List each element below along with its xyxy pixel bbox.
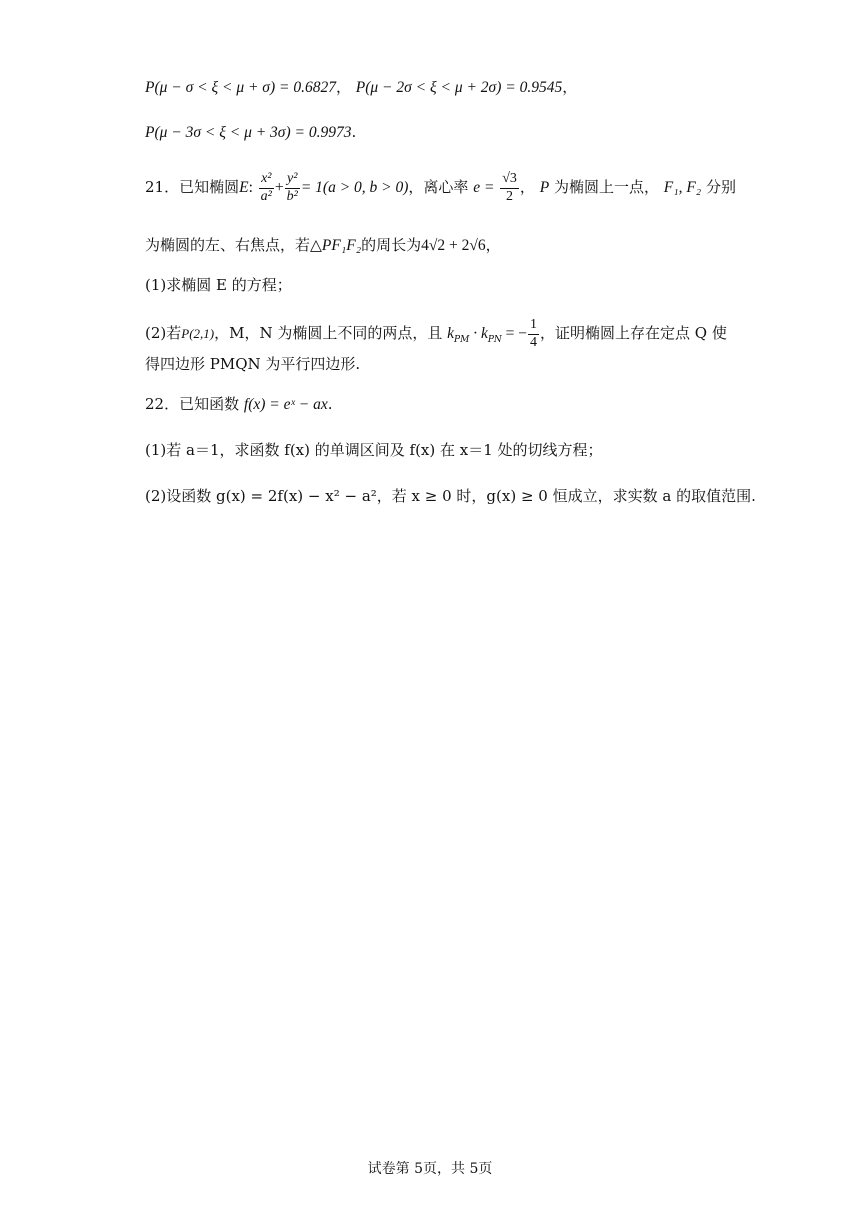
fraction-denominator: a² bbox=[260, 188, 272, 204]
fraction-numerator: y² bbox=[285, 172, 300, 189]
foci-text: 分别 bbox=[705, 178, 736, 197]
slope-subscript-pn: PN bbox=[487, 335, 502, 346]
equation-tail: = 1(a > 0, b > 0) bbox=[300, 179, 409, 197]
slope-subscript-pm: PM bbox=[454, 335, 470, 346]
slope-equals: = − bbox=[501, 325, 528, 343]
x-squared-over-a-squared bbox=[259, 172, 274, 204]
normal-distribution-line-1 bbox=[145, 80, 577, 96]
probability-two-sigma: P(μ − 2σ < ξ < μ + 2σ) = 0.9545 bbox=[355, 79, 563, 96]
part-1-text: (1)若 a＝1，求函数 f(x) 的单调区间及 f(x) 在 x＝1 处的切线方程； bbox=[145, 441, 603, 459]
problem-intro: 已知函数 bbox=[179, 395, 240, 413]
separator: ， bbox=[562, 78, 578, 96]
comma: ， bbox=[519, 178, 535, 197]
y-squared-over-b-squared bbox=[285, 172, 300, 204]
problem-21-line-2 bbox=[145, 238, 501, 254]
part-2-suffix: ，证明椭圆上存在定点 Q 使 bbox=[540, 324, 727, 343]
triangle-pf1f2: △PF₁F₂ bbox=[310, 237, 362, 254]
problem-21-statement bbox=[145, 172, 736, 204]
ellipse-name: E bbox=[239, 179, 249, 197]
fraction-denominator: b² bbox=[286, 188, 298, 204]
separator: ， bbox=[335, 78, 351, 96]
perimeter-value: 4√2 + 2√6 bbox=[421, 237, 486, 254]
problem-number: 22． bbox=[145, 395, 180, 413]
problem-22-part-2 bbox=[145, 489, 756, 504]
probability-three-sigma: P(μ − 3σ < ξ < μ + 3σ) = 0.9973 bbox=[145, 124, 352, 141]
colon: : bbox=[248, 179, 253, 197]
part-2-text: (2)设函数 g(x) = 2f(x) − x² − a²，若 x ≥ 0 时，g(x) ≥ 0 恒成立，求实数 a 的取值范围. bbox=[145, 487, 756, 505]
problem-intro: 已知椭圆 bbox=[179, 178, 240, 197]
problem-21-part-2-line-2 bbox=[145, 357, 360, 372]
plus-sign: + bbox=[274, 179, 284, 197]
foci: F₁, F₂ bbox=[663, 179, 702, 197]
problem-22-part-1 bbox=[145, 443, 603, 458]
fraction-numerator: 1 bbox=[528, 318, 539, 335]
function-definition: f(x) = eˣ − ax bbox=[243, 396, 328, 413]
problem-21-part-1 bbox=[145, 278, 292, 293]
problem-22-statement bbox=[145, 397, 332, 413]
part-2-conclusion: 得四边形 PMQN 为平行四边形. bbox=[145, 355, 361, 373]
part-2-prefix: (2)若 bbox=[145, 324, 182, 343]
eccentricity-fraction bbox=[500, 172, 519, 204]
foci-description: 为椭圆的左、右焦点，若 bbox=[145, 236, 311, 254]
slope-dot-k: · k bbox=[469, 325, 488, 343]
point-p: P bbox=[539, 179, 550, 197]
part-2-middle: ，M，N 为椭圆上不同的两点，且 bbox=[214, 324, 443, 343]
given-point: P(2,1) bbox=[181, 326, 215, 342]
comma: ， bbox=[485, 236, 501, 254]
page-footer: 试卷第 5页，共 5页 bbox=[367, 1161, 493, 1177]
point-p-text: 为椭圆上一点， bbox=[553, 178, 659, 197]
slope-k: k bbox=[447, 325, 455, 343]
problem-21-part-2 bbox=[145, 318, 727, 350]
fraction-numerator: √3 bbox=[500, 172, 519, 189]
slope-product-fraction bbox=[528, 318, 539, 350]
e-symbol: e = bbox=[473, 179, 495, 197]
period: . bbox=[327, 395, 333, 413]
fraction-denominator: 4 bbox=[530, 334, 538, 350]
problem-number: 21． bbox=[145, 178, 180, 197]
period: . bbox=[351, 123, 357, 141]
perimeter-label: 的周长为 bbox=[361, 236, 422, 254]
fraction-denominator: 2 bbox=[506, 188, 514, 204]
fraction-numerator: x² bbox=[259, 172, 274, 189]
probability-one-sigma: P(μ − σ < ξ < μ + σ) = 0.6827 bbox=[145, 79, 336, 96]
part-1-text: (1)求椭圆 E 的方程； bbox=[145, 276, 292, 294]
normal-distribution-line-2 bbox=[145, 125, 356, 141]
eccentricity-label: ，离心率 bbox=[408, 178, 469, 197]
